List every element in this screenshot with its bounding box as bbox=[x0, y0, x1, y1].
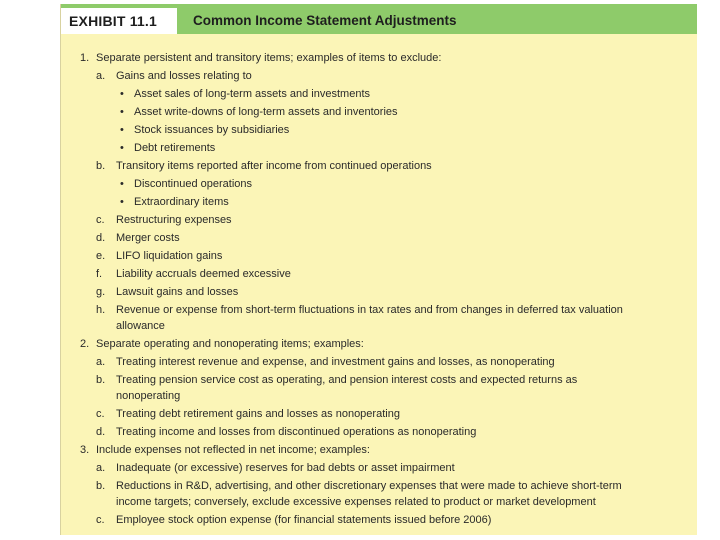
list-item-text: Lawsuit gains and losses bbox=[116, 286, 239, 298]
list-item-text: Restructuring expenses bbox=[116, 214, 232, 226]
list-marker: b. bbox=[96, 160, 106, 172]
list-marker: c. bbox=[96, 514, 105, 526]
list-marker: a. bbox=[96, 70, 106, 82]
list-item-text: Include expenses not reflected in net income; examples: bbox=[96, 444, 370, 456]
list-marker: a. bbox=[96, 462, 106, 474]
list-marker: 1. bbox=[80, 52, 90, 64]
exhibit-label: EXHIBIT 11.1 bbox=[61, 8, 177, 34]
list-marker: a. bbox=[96, 356, 106, 368]
list-item-text: Treating pension service cost as operating, and pension interest costs and expected returns as bbox=[116, 374, 578, 386]
list-item-text: Merger costs bbox=[116, 232, 180, 244]
list-marker: c. bbox=[96, 214, 105, 226]
list-marker: g. bbox=[96, 286, 106, 298]
list-marker: f. bbox=[96, 268, 103, 280]
list-marker: d. bbox=[96, 426, 106, 438]
list-marker: c. bbox=[96, 408, 105, 420]
list-item-text: Separate persistent and transitory items; examples of items to exclude: bbox=[96, 52, 442, 64]
bullet-marker: • bbox=[120, 196, 124, 208]
bullet-marker: • bbox=[120, 178, 124, 190]
list-item-text: Gains and losses relating to bbox=[116, 70, 252, 82]
bullet-marker: • bbox=[120, 106, 124, 118]
list-marker: b. bbox=[96, 374, 106, 386]
list-item-text: Separate operating and nonoperating items; examples: bbox=[96, 338, 364, 350]
exhibit-panel bbox=[60, 4, 697, 535]
list-item-text: Liability accruals deemed excessive bbox=[116, 268, 291, 280]
list-item-text: Extraordinary items bbox=[134, 196, 229, 208]
exhibit-title: Common Income Statement Adjustments bbox=[193, 13, 457, 28]
list-marker: d. bbox=[96, 232, 106, 244]
list-item-text: Stock issuances by subsidiaries bbox=[134, 124, 290, 136]
list-item-text: Reductions in R&D, advertising, and other discretionary expenses that were made to achieve short-term bbox=[116, 480, 622, 492]
bullet-marker: • bbox=[120, 88, 124, 100]
exhibit-header bbox=[61, 4, 697, 34]
list-item-text: income targets; conversely, exclude excessive expenses related to product or market development bbox=[116, 496, 596, 508]
list-item-text: Employee stock option expense (for financial statements issued before 2006) bbox=[116, 514, 492, 526]
list-marker: b. bbox=[96, 480, 106, 492]
list-marker: e. bbox=[96, 250, 106, 262]
list-item-text: LIFO liquidation gains bbox=[116, 250, 223, 262]
list-item-text: Treating debt retirement gains and losses as nonoperating bbox=[116, 408, 400, 420]
list-item-text: Debt retirements bbox=[134, 142, 216, 154]
list-item-text: Discontinued operations bbox=[134, 178, 253, 190]
list-item-text: Treating income and losses from discontinued operations as nonoperating bbox=[116, 426, 477, 438]
list-item-text: Treating interest revenue and expense, and investment gains and losses, as nonoperating bbox=[116, 356, 555, 368]
list-item-text: allowance bbox=[116, 320, 165, 332]
list-marker: h. bbox=[96, 304, 106, 316]
list-item-text: nonoperating bbox=[116, 390, 181, 402]
list-item-text: Transitory items reported after income from continued operations bbox=[116, 160, 432, 172]
list-item-text: Asset sales of long-term assets and investments bbox=[134, 88, 370, 100]
list-item-text: Revenue or expense from short-term fluctuations in tax rates and from changes in deferred tax valuation bbox=[116, 304, 623, 316]
bullet-marker: • bbox=[120, 142, 124, 154]
list-item-text: Asset write-downs of long-term assets and inventories bbox=[134, 106, 398, 118]
bullet-marker: • bbox=[120, 124, 124, 136]
list-item-text: Inadequate (or excessive) reserves for bad debts or asset impairment bbox=[116, 462, 455, 474]
list-marker: 3. bbox=[80, 444, 90, 456]
list-marker: 2. bbox=[80, 338, 90, 350]
